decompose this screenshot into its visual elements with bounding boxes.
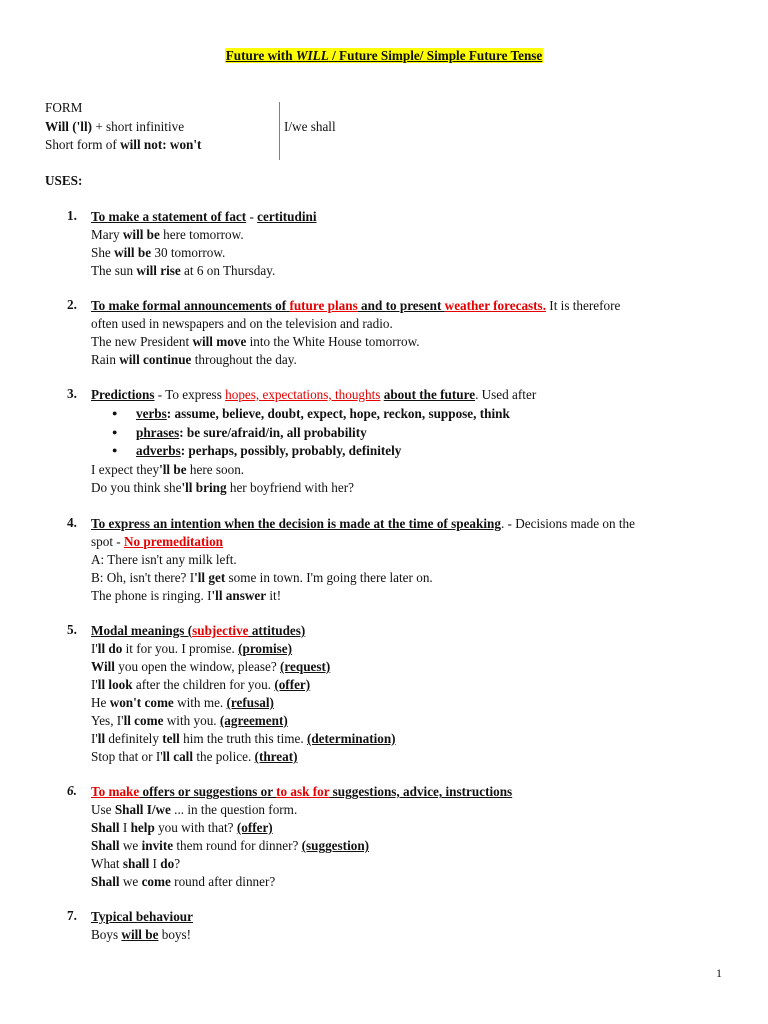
section-5-example: Stop that or I'll call the police. (threat) (91, 749, 298, 764)
section-5-example: Will you open the window, please? (request) (91, 659, 331, 674)
section-4-heading: To express an intention when the decision is made at the time of speaking. - Decisions made on the (91, 516, 635, 531)
section-5-example: I'll look after the children for you. (offer) (91, 677, 311, 692)
section-5-number: 5. (67, 622, 77, 637)
section-3-number: 3. (67, 386, 77, 401)
section-4-example: A: There isn't any milk left. (91, 552, 237, 567)
form-divider (279, 102, 280, 160)
section-1-heading: To make a statement of fact - certitudini (91, 209, 317, 224)
bullet-icon: ● (112, 408, 118, 418)
section-3-heading: Predictions - To express hopes, expectations, thoughts about the future. Used after (91, 387, 537, 402)
bullet-icon: ● (112, 427, 118, 437)
section-3-example: Do you think she'll bring her boyfriend with her? (91, 480, 354, 495)
section-2-number: 2. (67, 297, 77, 312)
document-title: Future with WILL / Future Simple/ Simple Future Tense (225, 48, 543, 63)
section-6-example: Use Shall I/we ... in the question form. (91, 802, 298, 817)
section-5-example: I'll definitely tell him the truth this time. (determination) (91, 731, 396, 746)
section-1-number: 1. (67, 208, 77, 223)
section-6-example: What shall I do? (91, 856, 181, 871)
bullet-icon: ● (112, 445, 118, 455)
section-3-bullet-phrases: phrases: be sure/afraid/in, all probability (136, 425, 367, 440)
page-number: 1 (716, 966, 722, 980)
section-3-bullet-adverbs: adverbs: perhaps, possibly, probably, definitely (136, 443, 402, 458)
section-4-example: B: Oh, isn't there? I'll get some in town. I'm going there later on. (91, 570, 433, 585)
section-2-text: often used in newspapers and on the television and radio. (91, 316, 393, 331)
section-1-example: The sun will rise at 6 on Thursday. (91, 263, 276, 278)
section-5-example: I'll do it for you. I promise. (promise) (91, 641, 293, 656)
form-right: I/we shall (284, 119, 336, 134)
section-7-heading: Typical behaviour (91, 909, 193, 924)
form-line-2: Short form of will not: won't (45, 137, 202, 152)
section-2-example: The new President will move into the White House tomorrow. (91, 334, 420, 349)
section-3-example: I expect they'll be here soon. (91, 462, 245, 477)
section-6-heading: To make offers or suggestions or to ask for suggestions, advice, instructions (91, 784, 513, 799)
section-4-heading-cont: spot - No premeditation (91, 534, 223, 549)
section-7-number: 7. (67, 908, 77, 923)
section-6-number: 6. (67, 783, 77, 798)
section-3-bullet-verbs: verbs: assume, believe, doubt, expect, hope, reckon, suppose, think (136, 406, 510, 421)
section-6-example: Shall we come round after dinner? (91, 874, 276, 889)
form-line-1: Will ('ll) + short infinitive (45, 119, 185, 134)
section-5-example: Yes, I'll come with you. (agreement) (91, 713, 288, 728)
uses-heading: USES: (45, 173, 83, 188)
section-2-heading: To make formal announcements of future plans and to present weather forecasts. It is therefore (91, 298, 621, 313)
section-4-example: The phone is ringing. I'll answer it! (91, 588, 282, 603)
section-7-example: Boys will be boys! (91, 927, 192, 942)
form-heading: FORM (45, 100, 83, 115)
section-5-example: He won't come with me. (refusal) (91, 695, 274, 710)
section-6-example: Shall I help you with that? (offer) (91, 820, 273, 835)
section-2-example: Rain will continue throughout the day. (91, 352, 297, 367)
section-5-heading: Modal meanings (subjective attitudes) (91, 623, 306, 638)
section-6-example: Shall we invite them round for dinner? (suggestion) (91, 838, 370, 853)
section-4-number: 4. (67, 515, 77, 530)
section-1-example: Mary will be here tomorrow. (91, 227, 244, 242)
section-1-example: She will be 30 tomorrow. (91, 245, 226, 260)
